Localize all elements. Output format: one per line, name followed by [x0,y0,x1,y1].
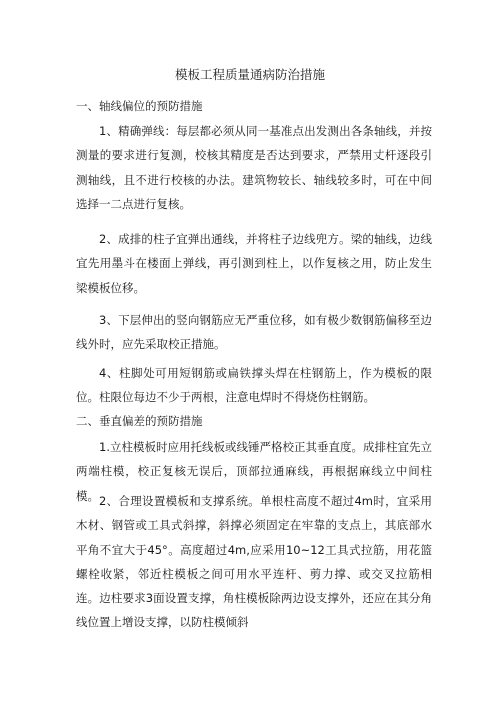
document-title: 模板工程质量通病防治措施 [174,67,325,82]
paragraph-column-formwork: 1.立柱模板时应用托线板或线锤严格校正其垂直度。成排柱宜先立两端柱模，校正复核无误后，顶部拉通麻线，再根据麻线立中间柱模。 [76,440,432,503]
paragraph-precise-marking: 1、精确弹线：每层都必须从同一基准点出发测出各条轴线，并按测量的要求进行复测，校核其精度是否达到要求，严禁用丈杆逐段引测轴线，且不进行校核的办法。建筑物较长、轴线较多时，可在中间选择一二点进行复核。 [76,124,432,211]
section-heading-axis: 一、轴线偏位的预防措施 [76,99,203,113]
section-heading-vertical: 二、垂直偏差的预防措施 [76,414,203,428]
paragraph-column-foot: 4、柱脚处可用短钢筋或扁铁撑头焊在柱钢筋上，作为模板的限位。柱限位每边不少于两根，注意电焊时不得烧伤柱钢筋。 [76,366,432,405]
paragraph-vertical-rebar: 3、下层伸出的竖向钢筋应无严重位移，如有极少数钢筋偏移至边线外时，应先采取校正措施。 [76,313,432,352]
paragraph-support-system: 2、合理设置模板和支撑系统。单根柱高度不超过4m时，宜采用木材、钢管或工具式斜撑，斜撑必须固定在牢靠的支点上，其底部水平角不宜大于45°。高度超过4m,应采用10~12工具式拉筋，用花篮螺栓收紧，邻近柱模板之间可用水平连杆、剪力撑、或交叉拉筋相连。边柱要求3面设置支撑，角柱模板除两边设支撑外，还应在其分角线位置上增设支撑，以防柱模倾斜 [76,494,432,630]
paragraph-column-lines: 2、成排的柱子宜弹出通线，并将柱子边线兜方。梁的轴线，边线宜先用墨斗在楼面上弹线，再引测到柱上，以作复核之用，防止发生梁模板位移。 [76,232,432,295]
